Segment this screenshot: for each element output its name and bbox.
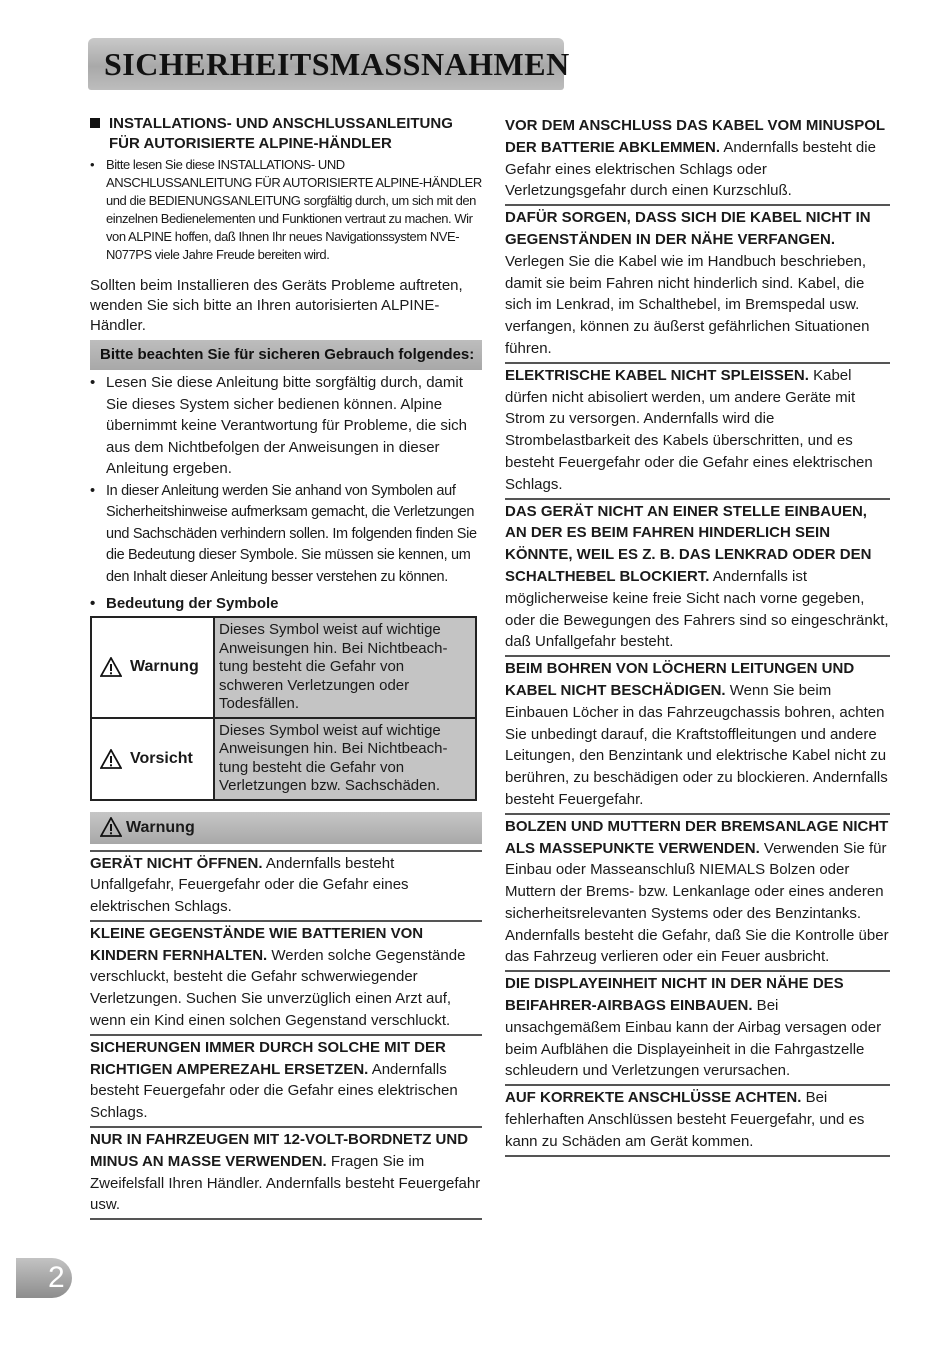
warning-item-heading: BEIM BOHREN VON LÖCHERN LEITUNGEN UND KABEL NICHT BESCHÄDIGEN. bbox=[505, 660, 855, 699]
bullet-icon: • bbox=[90, 157, 95, 172]
warning-triangle-icon bbox=[100, 657, 122, 677]
warning-item-text: Verwenden Sie für Einbau oder Masseanschluß NIEMALS Bolzen oder Muttern der Brems- bzw. Lenkanlage oder eines anderen sicherheitsrelevanten Systems oder des Benzintanks. Andernfalls besteht die Gefahr, daß Sie die Kontrolle über das Fahrzeug verlieren oder ein Feuer ausbricht. bbox=[505, 839, 889, 966]
symbols-heading bbox=[90, 594, 482, 614]
symbols-table bbox=[90, 616, 477, 801]
warning-item-text: Andernfalls besteht Unfallgefahr, Feuergefahr oder die Gefahr eines elektrischen Schlags. bbox=[90, 854, 409, 916]
warning-item-heading: DIE DISPLAYEINHEIT NICHT IN DER NÄHE DES BEIFAHRER-AIRBAGS EINBAUEN. bbox=[505, 975, 844, 1015]
warning-item bbox=[505, 500, 890, 656]
warning-item-heading: SICHERUNGEN IMMER DURCH SOLCHE MIT DER RICHTIGEN AMPEREZAHL ERSETZEN. bbox=[90, 1038, 446, 1078]
page-number: 2 bbox=[48, 1261, 65, 1294]
symbol-label-cell bbox=[91, 617, 214, 718]
warning-item-text: Andernfalls ist möglicherweise keine freie Sicht nach vorne gegeben, oder die Bewegungen des Fahrers sind so eingeschränkt, daß Unfallgefahr besteht. bbox=[505, 567, 889, 651]
divider bbox=[505, 1155, 890, 1157]
divider bbox=[90, 1218, 482, 1220]
warning-item-heading: GERÄT NICHT ÖFFNEN. bbox=[90, 854, 263, 872]
symbol-label-cell bbox=[91, 718, 214, 800]
symbol-row-caution bbox=[91, 718, 476, 800]
section-heading-line-2: FÜR AUTORISIERTE ALPINE-HÄNDLER bbox=[109, 135, 392, 152]
bullet-icon: • bbox=[90, 374, 96, 391]
warning-item-heading: AUF KORREKTE ANSCHLÜSSE ACHTEN. bbox=[505, 1089, 802, 1107]
square-bullet-icon bbox=[90, 118, 100, 128]
warning-item bbox=[90, 922, 482, 1034]
warning-item-text: Werden solche Gegenstände verschluckt, besteht die Gefahr schwerwiegender Verletzungen. Suchen Sie unverzüglich einen Arzt auf, wenn ein Kind einen solchen Gegenstand verschluckt. bbox=[90, 946, 466, 1030]
warning-item bbox=[505, 657, 890, 813]
bullet-icon: • bbox=[90, 595, 96, 612]
symbol-description-warning: Dieses Symbol weist auf wichtige Anweisungen hin. Bei Nichtbeach-tung besteht die Gefahr von schweren Verletzungen oder Todesfällen. bbox=[214, 617, 476, 718]
bullet-icon: • bbox=[90, 482, 95, 499]
symbol-label-caution: Vorsicht bbox=[130, 749, 193, 767]
warning-item bbox=[505, 206, 890, 362]
warning-item-text: Andernfalls besteht die Gefahr eines elektrischen Schlags oder Verletzungsgefahr durch einen Kurzschluß. bbox=[505, 138, 876, 200]
warning-item-text: Bei fehlerhaften Anschlüssen besteht Feuergefahr, und es kann zu Schäden am Gerät kommen. bbox=[505, 1089, 865, 1150]
page-title: SICHERHEITSMASSNAHMEN bbox=[104, 46, 570, 82]
warning-item-text: Fragen Sie im Zweifelsfall Ihren Händler. Andernfalls besteht Feuergefahr usw. bbox=[90, 1152, 481, 1214]
bullet-2 bbox=[90, 481, 482, 589]
intro-bullet-text: Bitte lesen Sie diese INSTALLATIONS- UND ANSCHLUSSANLEITUNG FÜR AUTORISIERTE ALPINE-HÄNDLER und die BEDIENUNGSANLEITUNG sorgfältig durch, um sich mit den einzelnen Bedienelementen und Funktionen vertraut zu machen. Wir von ALPINE hoffen, daß Ihnen Ihr neues Navigationssystem NVE-N077PS viele Jahre Freude bereiten wird. bbox=[106, 157, 482, 262]
warning-item bbox=[505, 364, 890, 498]
warning-item-heading: VOR DEM ANSCHLUSS DAS KABEL VOM MINUSPOL DER BATTERIE ABKLEMMEN. bbox=[505, 117, 885, 156]
warning-item bbox=[505, 1086, 890, 1154]
warning-triangle-icon bbox=[100, 749, 122, 769]
intro-bullet bbox=[90, 156, 482, 264]
warning-item-text: Verlegen Sie die Kabel wie im Handbuch beschrieben, damit sie beim Fahren nicht hinderlich sind. Kabel, die sich im Lenkrad, im Schalthebel, im Bremspedal usw. verfangen, können zu äußerst gefährlichen Situationen führen. bbox=[505, 252, 870, 357]
bullet-2-text: In dieser Anleitung werden Sie anhand von Symbolen auf Sicherheitshinweise aufmerksam gemacht, die Verletzungen und Sachschäden verhindern sollen. Im folgenden finden Sie die Bedeutung dieser Symbole. Sie müssen sie kennen, um den Inhalt dieser Anleitung besser verstehen zu können. bbox=[106, 482, 477, 585]
symbols-heading-text: Bedeutung der Symbole bbox=[106, 595, 279, 612]
section-heading-line-1: INSTALLATIONS- UND ANSCHLUSSANLEITUNG bbox=[109, 115, 453, 132]
warning-item-heading: KLEINE GEGENSTÄNDE WIE BATTERIEN VON KINDERN FERNHALTEN. bbox=[90, 924, 424, 964]
symbol-description-caution: Dieses Symbol weist auf wichtige Anweisungen hin. Bei Nichtbeach-tung besteht die Gefahr von Verletzungen bzw. Sachschäden. bbox=[214, 718, 476, 800]
right-column bbox=[505, 114, 890, 1157]
warning-item-text: Bei unsachgemäßem Einbau kann der Airbag versagen oder beim Aufblähen die Displayeinheit in die Fahrgastzelle schleudern und Verletzungen verursachen. bbox=[505, 997, 882, 1080]
warning-bar-label: Warnung bbox=[126, 818, 195, 836]
symbol-row-warning bbox=[91, 617, 476, 718]
warning-item-heading: NUR IN FAHRZEUGEN MIT 12-VOLT-BORDNETZ UND MINUS AN MASSE VERWENDEN. bbox=[90, 1131, 469, 1170]
warning-item-heading: ELEKTRISCHE KABEL NICHT SPLEISSEN. bbox=[505, 366, 809, 384]
warning-item bbox=[90, 852, 482, 920]
warning-item-heading: BOLZEN UND MUTTERN DER BREMSANLAGE NICHT ALS MASSEPUNKTE VERWENDEN. bbox=[505, 817, 889, 857]
symbol-label-warning: Warnung bbox=[130, 658, 199, 676]
warning-item bbox=[505, 815, 890, 971]
warning-item bbox=[90, 1036, 482, 1126]
safe-use-bar: Bitte beachten Sie für sicheren Gebrauch folgendes: bbox=[90, 340, 482, 370]
bullet-1 bbox=[90, 372, 482, 480]
warning-item bbox=[90, 1128, 482, 1218]
warning-item-heading: DAFÜR SORGEN, DASS SICH DIE KABEL NICHT IN GEGENSTÄNDEN IN DER NÄHE VERFANGEN. bbox=[505, 209, 871, 248]
warning-item bbox=[505, 114, 890, 204]
warning-item-text: Wenn Sie beim Einbauen Löcher in das Fahrzeugchassis bohren, achten Sie unbedingt darauf, die Kraftstoffleitungen und andere Leitungen, den Benzintank und elektrische Kabel nicht zu berühren, zu beschädigen oder zu blockieren. Andernfalls besteht Feuergefahr. bbox=[505, 681, 888, 808]
warning-item-heading: DAS GERÄT NICHT AN EINER STELLE EINBAUEN, AN DER ES BEIM FAHREN HINDERLICH SEIN KÖNNTE, WEIL ES Z. B. DAS LENKRAD ODER DEN SCHALTHEBEL BLOCKIERT. bbox=[505, 502, 872, 585]
problem-paragraph: Sollten beim Installieren des Geräts Probleme auftreten, wenden Sie sich bitte an Ihren autorisierten ALPINE-Händler. bbox=[90, 277, 463, 334]
bullet-1-text: Lesen Sie diese Anleitung bitte sorgfältig durch, damit Sie dieses System sicher bedienen können. Alpine übernimmt keine Verantwortung für Probleme, die sich aus dem Nichtbefolgen der Anweisungen in dieser Anleitung ergeben. bbox=[106, 374, 468, 477]
warning-bar bbox=[90, 812, 482, 844]
warning-triangle-icon bbox=[100, 817, 122, 837]
left-column bbox=[90, 114, 482, 1220]
warning-item bbox=[505, 972, 890, 1084]
warning-item-text: Andernfalls besteht Feuergefahr oder die Gefahr eines elektrischen Schlags. bbox=[90, 1060, 458, 1122]
section-heading bbox=[90, 114, 482, 154]
warning-item-text: Kabel dürfen nicht abisoliert werden, um andere Geräte mit Strom zu versorgen. Andernfalls wird die Strombelastbarkeit des Kabels überschritten, und es besteht Feuergefahr oder die Gefahr eines elektrischen Schlags. bbox=[505, 366, 873, 493]
